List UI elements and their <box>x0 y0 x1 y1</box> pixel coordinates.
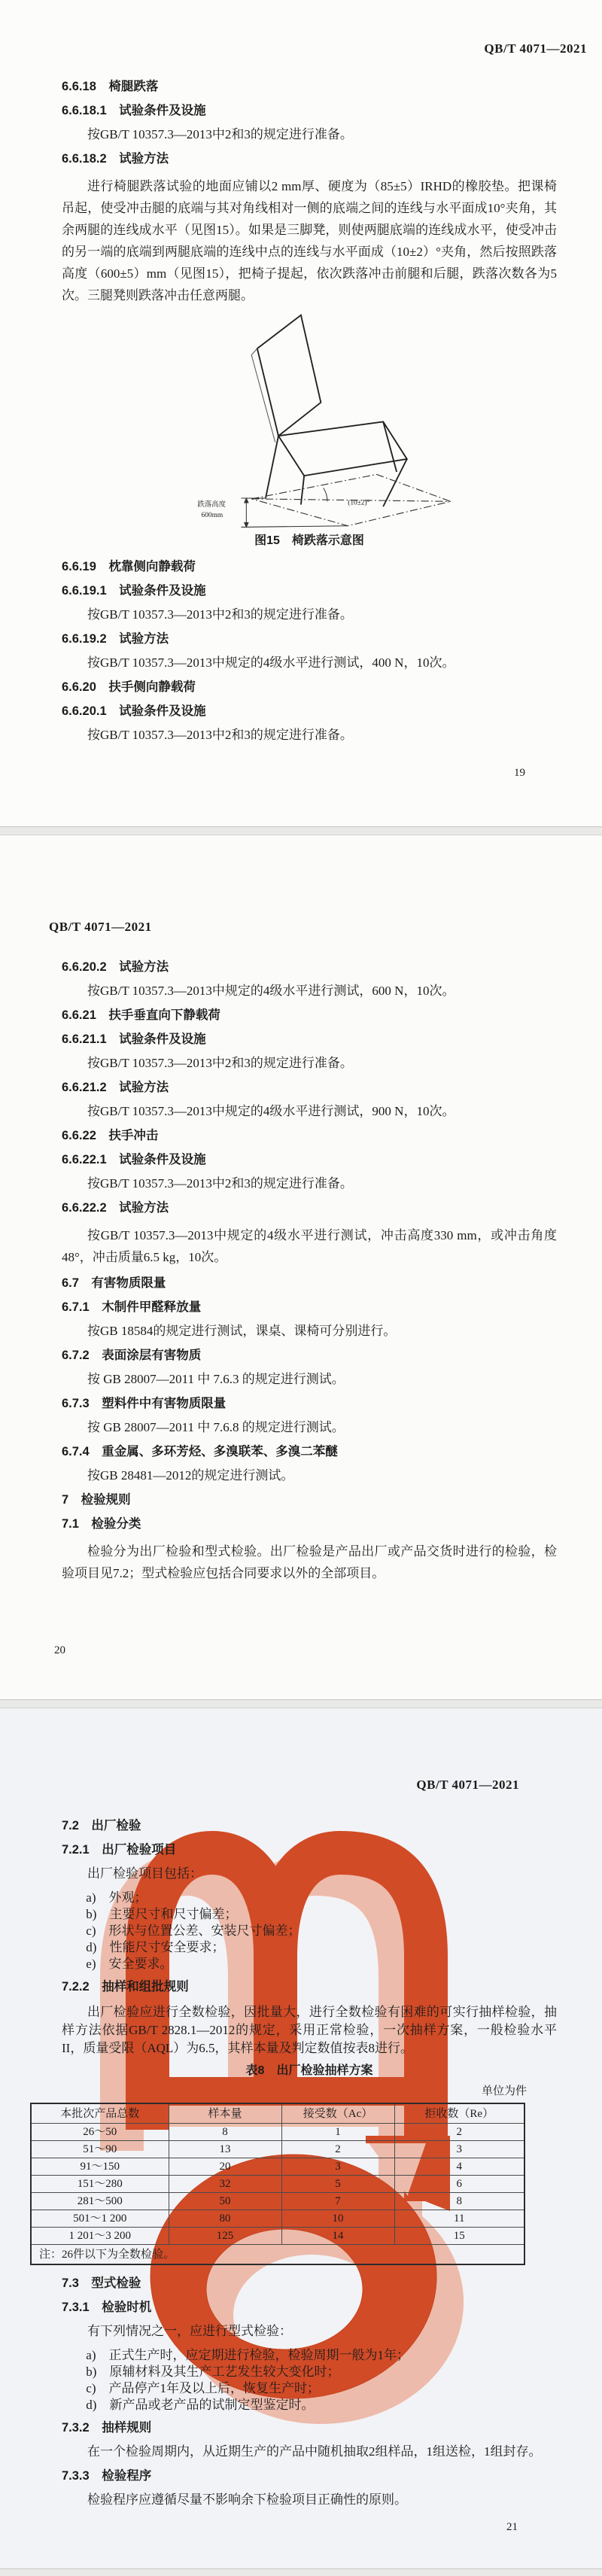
accept-number-cell: 1 <box>281 2124 394 2141</box>
page3-sections-a <box>62 1818 557 2057</box>
doc-text-block: 7.3.1 检验时机 <box>62 2301 152 2314</box>
angle-label: (10±2)° <box>348 499 370 507</box>
doc-text-block: 7 检验规则 <box>62 1493 131 1507</box>
page3-sections-b <box>62 2276 557 2508</box>
page-divider <box>0 2568 602 2576</box>
doc-text-block: a) 外观； <box>86 1890 147 1905</box>
batch-size-cell: 91～150 <box>31 2158 169 2176</box>
doc-text-block: 7.1 检验分类 <box>62 1517 141 1531</box>
doc-text-block: 6.7.2 表面涂层有害物质 <box>62 1349 202 1362</box>
table-header-cell: 拒收数（Re） <box>394 2103 524 2124</box>
doc-text-block: 6.6.21.2 试验方法 <box>62 1081 169 1094</box>
reject-number-cell: 6 <box>394 2176 524 2193</box>
doc-text-block: 按 GB 28007—2011 中 7.6.8 的规定进行测试。 <box>87 1420 345 1434</box>
dimension-label-line1: 跌落高度 <box>197 501 226 509</box>
sampling-plan-table <box>30 2103 525 2265</box>
page-number: 19 <box>514 767 525 779</box>
sample-size-cell: 32 <box>169 2176 281 2193</box>
batch-size-cell: 501～1 200 <box>31 2210 169 2228</box>
doc-text-block: e) 安全要求。 <box>86 1957 173 1971</box>
doc-text-block: 6.6.18.1 试验条件及设施 <box>62 104 206 117</box>
reject-number-cell: 11 <box>394 2210 524 2228</box>
doc-text-block: 7.2.1 出厂检验项目 <box>62 1843 177 1857</box>
standard-code-header: QB/T 4071—2021 <box>49 920 152 934</box>
page-divider <box>0 1699 602 1708</box>
table-row <box>31 2158 524 2176</box>
sample-size-cell: 80 <box>169 2210 281 2228</box>
dimension-label-line2: 600mm <box>201 511 223 519</box>
standard-code-header: QB/T 4071—2021 <box>416 1778 519 1792</box>
doc-text-block: 出厂检验应进行全数检验，因批量大，进行全数检验有困难的可实行抽样检验，抽样方法依据GB/T 2828.1—2012的规定，采用正常检验，一次抽样方案，一般检验水平II，质量受限（AQL）为6.5，其样本量及判定数值按表8进行。 <box>62 2005 557 2055</box>
doc-text-block: 6.6.21 扶手垂直向下静载荷 <box>62 1008 220 1022</box>
page-number: 20 <box>54 1644 65 1656</box>
table-note-row <box>31 2245 524 2265</box>
doc-text-block: 按GB/T 10357.3—2013中2和3的规定进行准备。 <box>87 1176 353 1191</box>
doc-text-block: b) 主要尺寸和尺寸偏差； <box>86 1907 238 1921</box>
chair-line-drawing <box>132 314 486 529</box>
page-20 <box>0 835 602 1699</box>
reject-number-cell: 4 <box>394 2158 524 2176</box>
doc-text-block: 出厂检验项目包括： <box>87 1866 202 1881</box>
doc-text-block: d) 性能尺寸安全要求； <box>86 1940 225 1954</box>
doc-text-block: 在一个检验周期内，从近期生产的产品中随机抽取2组样品，1组送检，1组封存。 <box>87 2444 542 2459</box>
table-title: 表8 出厂检验抽样方案 <box>245 2064 373 2077</box>
doc-text-block: 按GB/T 10357.3—2013中规定的4级水平进行测试，400 N，10次。 <box>87 655 455 670</box>
sample-size-cell: 13 <box>169 2141 281 2158</box>
doc-text-block: 按GB/T 10357.3—2013中规定的4级水平进行测试，冲击高度330 mm，或冲击角度48°，冲击质量6.5 kg，10次。 <box>62 1228 557 1264</box>
doc-text-block: 6.6.22 扶手冲击 <box>62 1129 159 1142</box>
doc-text-block: 6.6.18.2 试验方法 <box>62 152 169 166</box>
doc-text-block: 按 GB 28007—2011 中 7.6.3 的规定进行测试。 <box>87 1372 345 1386</box>
accept-number-cell: 7 <box>281 2193 394 2210</box>
reject-number-cell: 8 <box>394 2193 524 2210</box>
doc-text-block: d) 新产品或老产品的试制定型鉴定时。 <box>86 2398 315 2412</box>
doc-text-block: 6.6.22.2 试验方法 <box>62 1201 169 1215</box>
doc-text-block: 6.6.19 枕靠侧向静载荷 <box>62 560 196 573</box>
table-row <box>31 2210 524 2228</box>
table-header-row <box>31 2103 524 2124</box>
page1-sections-bottom <box>62 559 557 743</box>
doc-text-block: 进行椅腿跌落试验的地面应铺以2 mm厚、硬度为（85±5）IRHD的橡胶垫。把课椅吊起，使受冲击腿的底端与其对角线相对一侧的底端之间的连线与水平面成10°夹角，其余两腿的连线成水平（见图15）。如果是三脚凳，则使两腿底端的连线成水平，使受冲击的另一端的底端到两腿底端的连线中点的连线与水平面成（10±2）°夹角，然后按照跌落高度（600±5）mm（见图15），把椅子提起，依次跌落冲击前腿和后腿，跌落次数各为5次。三腿凳则跌落冲击任意两腿。 <box>62 179 557 303</box>
doc-text-block: 6.6.20.2 试验方法 <box>62 960 169 974</box>
doc-text-block: 7.2 出厂检验 <box>62 1819 141 1832</box>
figure-15-chair-drop-diagram <box>62 314 557 531</box>
accept-number-cell: 3 <box>281 2158 394 2176</box>
doc-text-block: 按GB/T 10357.3—2013中2和3的规定进行准备。 <box>87 1056 353 1070</box>
doc-text-block: 6.6.21.1 试验条件及设施 <box>62 1033 206 1046</box>
table-row <box>31 2141 524 2158</box>
sample-size-cell: 8 <box>169 2124 281 2141</box>
doc-text-block: 有下列情况之一，应进行型式检验： <box>87 2324 292 2338</box>
table-header-cell: 本批次产品总数 <box>31 2103 169 2124</box>
accept-number-cell: 5 <box>281 2176 394 2193</box>
doc-text-block: 6.7.1 木制件甲醛释放量 <box>62 1300 202 1314</box>
page2-sections <box>62 960 557 1584</box>
doc-text-block: 按GB/T 10357.3—2013中规定的4级水平进行测试，900 N，10次。 <box>87 1104 455 1118</box>
table-header-cell: 接受数（Ac） <box>281 2103 394 2124</box>
page-21 <box>0 1708 602 2568</box>
doc-text-block: 按GB/T 10357.3—2013中2和3的规定进行准备。 <box>87 127 353 141</box>
doc-text-block: 6.6.20.1 试验条件及设施 <box>62 704 206 718</box>
page1-sections-top <box>62 79 557 306</box>
table-note: 注：26件以下为全数检验。 <box>31 2245 524 2265</box>
batch-size-cell: 51～90 <box>31 2141 169 2158</box>
page-number: 21 <box>506 2521 518 2533</box>
doc-text-block: 6.6.19.2 试验方法 <box>62 632 169 646</box>
doc-text-block: 6.6.19.1 试验条件及设施 <box>62 584 206 598</box>
drop-height-dimension <box>242 498 348 527</box>
table-row <box>31 2228 524 2245</box>
doc-text-block: 6.7 有害物质限量 <box>62 1276 166 1290</box>
sample-size-cell: 50 <box>169 2193 281 2210</box>
doc-text-block: 7.3.2 抽样规则 <box>62 2421 152 2435</box>
standard-code-header: QB/T 4071—2021 <box>484 41 587 56</box>
doc-text-block: a) 正式生产时，应定期进行检验，检验周期一般为1年； <box>86 2348 410 2362</box>
accept-number-cell: 14 <box>281 2228 394 2245</box>
doc-text-block: 按GB/T 10357.3—2013中规定的4级水平进行测试，600 N，10次。 <box>87 984 455 998</box>
reject-number-cell: 15 <box>394 2228 524 2245</box>
doc-text-block: 检验程序应遵循尽量不影响余下检验项目正确性的原则。 <box>87 2492 407 2507</box>
figure-caption: 图15 椅跌落示意图 <box>254 534 364 547</box>
doc-text-block: c) 形状与位置公差、安装尺寸偏差； <box>86 1924 301 1938</box>
sampling-table-wrap <box>30 2103 557 2265</box>
doc-text-block: 检验分为出厂检验和型式检验。出厂检验是产品出厂或产品交货时进行的检验，检验项目见7.2；型式检验应包括合同要求以外的全部项目。 <box>62 1544 557 1580</box>
table-row <box>31 2176 524 2193</box>
reject-number-cell: 3 <box>394 2141 524 2158</box>
doc-text-block: 6.6.22.1 试验条件及设施 <box>62 1153 206 1166</box>
doc-text-block: 7.3.3 检验程序 <box>62 2469 152 2483</box>
page-19 <box>0 0 602 826</box>
doc-text-block: 按GB 18584的规定进行测试，课桌、课椅可分别进行。 <box>87 1324 397 1338</box>
doc-text-block: 6.7.3 塑料件中有害物质限量 <box>62 1397 227 1410</box>
table-unit-note: 单位为件 <box>481 2085 527 2097</box>
page-divider <box>0 826 602 835</box>
batch-size-cell: 151～280 <box>31 2176 169 2193</box>
doc-text-block: 7.3 型式检验 <box>62 2276 141 2290</box>
table-header-cell: 样本量 <box>169 2103 281 2124</box>
table-row <box>31 2124 524 2141</box>
doc-text-block: 按GB/T 10357.3—2013中2和3的规定进行准备。 <box>87 728 353 742</box>
sample-size-cell: 125 <box>169 2228 281 2245</box>
doc-text-block: c) 产品停产1年及以上后，恢复生产时； <box>86 2381 321 2395</box>
doc-text-block: 按GB 28481—2012的规定进行测试。 <box>87 1468 294 1483</box>
doc-text-block: 按GB/T 10357.3—2013中2和3的规定进行准备。 <box>87 607 353 622</box>
doc-text-block: 6.6.18 椅腿跌落 <box>62 80 159 93</box>
doc-text-block: 6.7.4 重金属、多环芳烃、多溴联苯、多溴二苯醚 <box>62 1445 338 1458</box>
reject-number-cell: 2 <box>394 2124 524 2141</box>
batch-size-cell: 281～500 <box>31 2193 169 2210</box>
accept-number-cell: 2 <box>281 2141 394 2158</box>
doc-text-block: b) 原辅材料及其生产工艺发生较大变化时； <box>86 2365 340 2379</box>
table-row <box>31 2193 524 2210</box>
batch-size-cell: 26～50 <box>31 2124 169 2141</box>
batch-size-cell: 1 201～3 200 <box>31 2228 169 2245</box>
accept-number-cell: 10 <box>281 2210 394 2228</box>
doc-text-block: 6.6.20 扶手侧向静载荷 <box>62 680 196 694</box>
sample-size-cell: 20 <box>169 2158 281 2176</box>
doc-text-block: 7.2.2 抽样和组批规则 <box>62 1980 189 1994</box>
